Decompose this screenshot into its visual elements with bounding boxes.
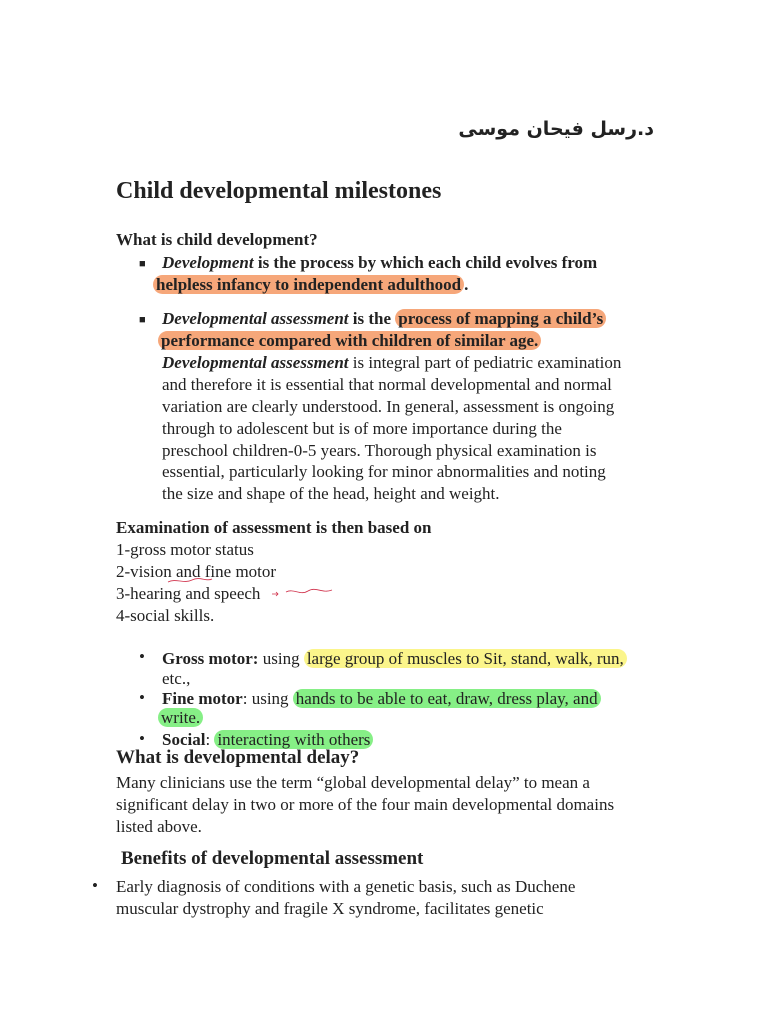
highlight-green: write. <box>158 708 203 727</box>
bullet2-para-line: and therefore it is essential that normal developmental and normal <box>162 375 612 394</box>
bullet1-line1: Development is the process by which each child evolves from <box>162 253 598 272</box>
handwritten-annotation-icon <box>166 576 342 602</box>
bullet-dot-icon: • <box>139 729 145 748</box>
bullet-dot-icon: • <box>139 647 145 666</box>
delay-line: significant delay in two or more of the four main developmental domains <box>116 795 615 814</box>
domain-gross-motor: Gross motor: using large group of muscles to Sit, stand, walk, run, <box>162 648 627 670</box>
highlight-orange: process of mapping a child’s <box>395 309 606 328</box>
highlight-orange: performance compared with children of similar age. <box>158 331 541 350</box>
benefit-line: Early diagnosis of conditions with a genetic basis, such as Duchene <box>116 877 576 896</box>
delay-heading: What is developmental delay? <box>116 747 360 768</box>
highlight-green: interacting with others <box>214 730 373 749</box>
bullet2-para-line: Developmental assessment is integral part of pediatric examination <box>162 353 622 372</box>
bullet-dot-icon: • <box>139 688 145 707</box>
term-development: Development <box>162 253 254 272</box>
exam-item: 1-gross motor status <box>116 540 254 559</box>
exam-item: 3-hearing and speech <box>116 584 261 603</box>
page-title: Child developmental milestones <box>116 178 442 204</box>
exam-item: 2-vision and fine motor <box>116 562 277 581</box>
benefit-line: muscular dystrophy and fragile X syndrome, facilitates genetic <box>116 899 544 918</box>
bullet2-para-line: the size and shape of the head, height and weight. <box>162 484 500 503</box>
delay-line: Many clinicians use the term “global developmental delay” to mean a <box>116 773 590 792</box>
bullet-dot-icon: • <box>92 876 98 895</box>
domain-social: Social: interacting with others <box>162 729 373 751</box>
bullet2-line1: Developmental assessment is the process of mapping a child’s <box>162 308 606 330</box>
exam-heading: Examination of assessment is then based on <box>116 518 432 537</box>
bullet1-line2: helpless infancy to independent adulthood . <box>153 274 468 296</box>
domain-fine-motor: Fine motor: using hands to be able to eat, draw, dress play, and <box>162 688 601 710</box>
domain-gross-motor-cont: etc., <box>162 669 191 688</box>
exam-item: 4-social skills. <box>116 606 215 625</box>
bullet2-para-line: variation are clearly understood. In general, assessment is ongoing <box>162 397 615 416</box>
author-name: د.رسل فيحان موسى <box>458 118 654 140</box>
benefits-heading: Benefits of developmental assessment <box>121 848 424 869</box>
highlight-green: hands to be able to eat, draw, dress play, and <box>293 689 601 708</box>
bullet2-para-line: preschool children-0-5 years. Thorough physical examination is <box>162 441 597 460</box>
delay-line: listed above. <box>116 817 202 836</box>
bullet2-line2 <box>158 330 541 352</box>
square-bullet-icon: ■ <box>139 314 146 326</box>
highlight-yellow: large group of muscles to Sit, stand, walk, run, <box>304 649 627 668</box>
bullet2-para-line: through to adolescent but is of more importance during the <box>162 419 562 438</box>
question-heading: What is child development? <box>116 230 318 249</box>
square-bullet-icon: ■ <box>139 258 146 270</box>
domain-fine-motor-cont <box>158 707 203 729</box>
bullet2-para-line: essential, particularly looking for minor abnormalities and noting <box>162 462 606 481</box>
highlight-orange: helpless infancy to independent adulthood <box>153 275 464 294</box>
